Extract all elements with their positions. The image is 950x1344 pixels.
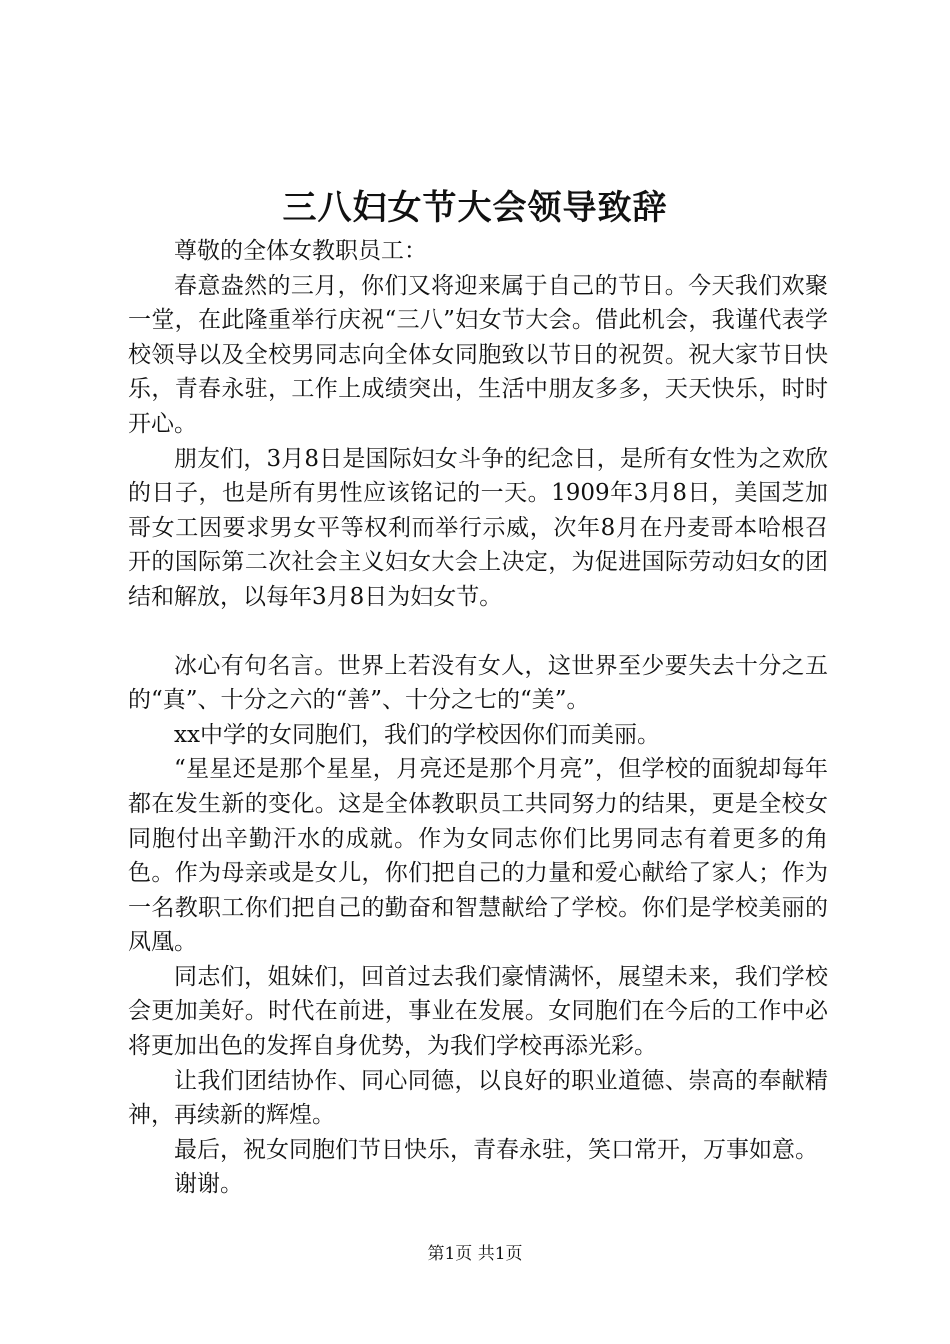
paragraph-history: 朋友们，3月8日是国际妇女斗争的纪念日，是所有女性为之欢欣的日子，也是所有男性应该铭记的一天。1909年3月8日，美国芝加哥女工因要求男女平等权利而举行示威，次年8月在丹麦哥本哈根召开的国际第二次社会主义妇女大会上决定，为促进国际劳动妇女的团结和解放，以每年3月8日为妇女节。 xyxy=(128,445,828,610)
paragraph-contribution: “星星还是那个星星，月亮还是那个月亮”，但学校的面貌却每年都在发生新的变化。这是全体教职员工共同努力的结果，更是全校女同胞付出辛勤汗水的成就。作为女同志你们比男同志有着更多的角色。作为母亲或是女儿，你们把自己的力量和爱心献给了家人；作为一名教职工你们把自己的勤奋和智慧献给了学校。你们是学校美丽的凤凰。 xyxy=(128,756,828,956)
paragraph-unity: 让我们团结协作、同心同德，以良好的职业道德、崇高的奉献精神，再续新的辉煌。 xyxy=(128,1067,828,1129)
paragraph-wishes: 最后，祝女同胞们节日快乐，青春永驻，笑口常开，万事如意。 xyxy=(174,1136,818,1163)
paragraph-future: 同志们，姐妹们，回首过去我们豪情满怀，展望未来，我们学校会更加美好。时代在前进，事业在发展。女同胞们在今后的工作中必将更加出色的发挥自身优势，为我们学校再添光彩。 xyxy=(128,963,828,1060)
paragraph-thanks: 谢谢。 xyxy=(174,1171,243,1198)
document-title: 三八妇女节大会领导致辞 xyxy=(282,188,668,228)
paragraph-school: xx中学的女同胞们，我们的学校因你们而美丽。 xyxy=(174,721,660,748)
paragraph-quote: 冰心有句名言。世界上若没有女人，这世界至少要失去十分之五的“真”、十分之六的“善”、十分之七的“美”。 xyxy=(128,652,828,714)
document-body xyxy=(128,234,828,1202)
salutation: 尊敬的全体女教职员工： xyxy=(174,238,427,264)
page-footer: 第1页 共1页 xyxy=(427,1244,523,1264)
paragraph-greeting: 春意盎然的三月，你们又将迎来属于自己的节日。今天我们欢聚一堂，在此隆重举行庆祝“三八”妇女节大会。借此机会，我谨代表学校领导以及全校男同志向全体女同胞致以节日的祝贺。祝大家节日快乐，青春永驻，工作上成绩突出，生活中朋友多多，天天快乐，时时开心。 xyxy=(128,272,828,437)
